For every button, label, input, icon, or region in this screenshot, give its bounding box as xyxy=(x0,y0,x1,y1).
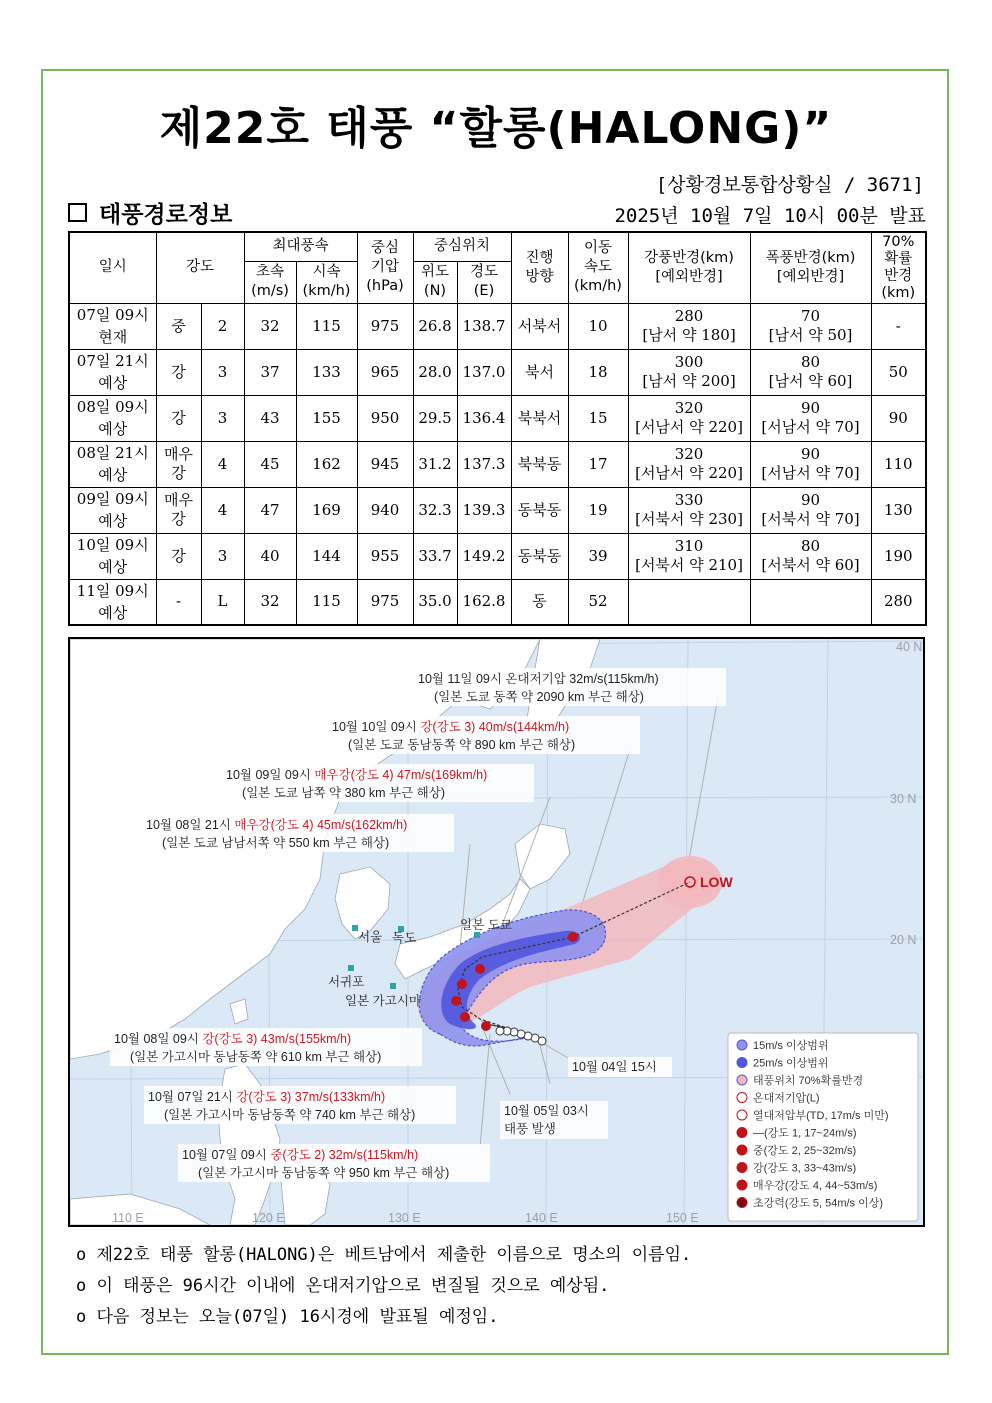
cell-direction: 북서 xyxy=(511,349,568,395)
annotation-title xyxy=(114,1031,351,1046)
annotation-location: (일본 도쿄 남남서쪽 약 550 km 부근 해상) xyxy=(162,836,390,850)
checkbox-icon xyxy=(68,203,87,222)
table-row xyxy=(69,487,926,533)
cell-time: 09일 09시 예상 xyxy=(69,487,156,533)
annotation-time: 10월 07일 09시 xyxy=(182,1148,271,1162)
cell-level: 3 xyxy=(201,395,244,441)
cell-grade: 강 xyxy=(156,533,201,579)
cell-level: 4 xyxy=(201,441,244,487)
annotation-time: 10월 08일 09시 xyxy=(114,1032,203,1046)
cell-storm-radius xyxy=(750,579,871,625)
cell-pressure: 940 xyxy=(357,487,413,533)
header-strong-radius: 강풍반경(km) [예외반경] xyxy=(628,232,750,303)
header-pressure: 중심 기압 (hPa) xyxy=(357,232,413,303)
annotation-time: 10월 09일 09시 xyxy=(226,768,315,782)
place-kagoshima: 일본 가고시마 xyxy=(345,994,421,1008)
place-seogwipo: 서귀포 xyxy=(328,975,365,989)
cell-probability: 190 xyxy=(871,533,926,579)
header-lon: 경도 (E) xyxy=(457,261,511,303)
place-seoul: 서울 xyxy=(358,930,383,944)
issued-time: 2025년 10월 7일 10시 00분 발표 xyxy=(614,205,926,227)
cell-wind-ms: 37 xyxy=(244,349,296,395)
table-row xyxy=(69,303,926,349)
lon-label-130: 130 E xyxy=(388,1211,421,1225)
cell-lat: 28.0 xyxy=(413,349,457,395)
cell-strong-radius: 320 [서남서 약 220] xyxy=(628,395,750,441)
cell-lat: 29.5 xyxy=(413,395,457,441)
cell-wind-kmh: 115 xyxy=(296,579,357,625)
legend-label: —(강도 1, 17~24m/s) xyxy=(753,1127,857,1140)
place-dokdo: 독도 xyxy=(392,931,417,945)
header-storm-radius: 폭풍반경(km) [예외반경] xyxy=(750,232,871,303)
legend-label: 태풍위치 70%확률반경 xyxy=(753,1075,864,1087)
section-heading xyxy=(68,196,232,229)
annotation-location: (일본 가고시마 동남동쪽 약 950 km 부근 해상) xyxy=(198,1166,450,1180)
legend-label: 초강력(강도 5, 54m/s 이상) xyxy=(753,1197,884,1210)
header-center: 중심위치 xyxy=(413,232,511,261)
cell-time: 10일 09시 예상 xyxy=(69,533,156,579)
cell-probability: 130 xyxy=(871,487,926,533)
cell-strong-radius: 310 [서북서 약 210] xyxy=(628,533,750,579)
cell-grade: 매우 강 xyxy=(156,487,201,533)
cell-wind-kmh: 155 xyxy=(296,395,357,441)
annotation-intensity: 매우강(강도 4) 47m/s(169km/h) xyxy=(314,768,488,782)
cell-pressure: 975 xyxy=(357,579,413,625)
cell-direction: 북북동 xyxy=(511,441,568,487)
cell-time: 07일 09시 현재 xyxy=(69,303,156,349)
cell-direction: 북북서 xyxy=(511,395,568,441)
header-direction: 진행 방향 xyxy=(511,232,568,303)
annotation-intensity: 강(강도 3) 43m/s(155km/h) xyxy=(202,1032,352,1046)
header-lat: 위도 (N) xyxy=(413,261,457,303)
legend-label: 열대저압부(TD, 17m/s 미만) xyxy=(753,1110,889,1122)
legend-symbol-icon xyxy=(737,1128,747,1138)
page-title: 제22호 태풍 “할롱(HALONG)” xyxy=(159,103,833,154)
cell-wind-ms: 32 xyxy=(244,579,296,625)
lat-label-20: 20 N xyxy=(890,933,917,947)
cell-wind-ms: 47 xyxy=(244,487,296,533)
cell-level: 4 xyxy=(201,487,244,533)
cell-grade: - xyxy=(156,579,201,625)
lon-label-150: 150 E xyxy=(666,1211,699,1225)
origin-formed: 10월 04일 15시 xyxy=(572,1060,657,1074)
header-time: 일시 xyxy=(69,232,156,303)
table-row xyxy=(69,441,926,487)
cell-level: 3 xyxy=(201,533,244,579)
cell-storm-radius: 90 [서남서 약 70] xyxy=(750,441,871,487)
header-intensity: 강도 xyxy=(156,232,244,303)
annotation-title xyxy=(148,1089,385,1104)
department-label: [상황경보통합상황실 / 3671] xyxy=(655,174,924,196)
cell-lon: 139.3 xyxy=(457,487,511,533)
cell-speed: 19 xyxy=(568,487,628,533)
annotation-location: (일본 가고시마 동남동쪽 약 610 km 부근 해상) xyxy=(130,1050,382,1064)
note-1: o 제22호 태풍 할롱(HALONG)은 베트남에서 제출한 이름으로 명소의 이름임. xyxy=(76,1245,692,1265)
annotation-intensity: 중(강도 2) 32m/s(115km/h) xyxy=(270,1148,419,1162)
cell-speed: 18 xyxy=(568,349,628,395)
annotation-time: 10월 08일 21시 xyxy=(146,818,235,832)
legend-symbol-icon xyxy=(737,1093,747,1103)
legend-label: 15m/s 이상범위 xyxy=(753,1040,829,1052)
lat-label-40: 40 N xyxy=(896,640,923,654)
cell-wind-kmh: 144 xyxy=(296,533,357,579)
cell-lat: 33.7 xyxy=(413,533,457,579)
annotation-intensity: 강(강도 3) 37m/s(133km/h) xyxy=(236,1090,386,1104)
origin-time: 10월 05일 03시 xyxy=(504,1104,589,1118)
cell-lat: 32.3 xyxy=(413,487,457,533)
cell-lat: 35.0 xyxy=(413,579,457,625)
cell-grade: 강 xyxy=(156,349,201,395)
cell-probability: 90 xyxy=(871,395,926,441)
cell-wind-kmh: 169 xyxy=(296,487,357,533)
annotation-title xyxy=(418,671,659,686)
header-wind-ms: 초속 (m/s) xyxy=(244,261,296,303)
legend-symbol-icon xyxy=(737,1075,747,1085)
table-row xyxy=(69,349,926,395)
cell-storm-radius: 70 [남서 약 50] xyxy=(750,303,871,349)
cell-wind-ms: 32 xyxy=(244,303,296,349)
legend-label: 온대저기압(L) xyxy=(753,1092,820,1105)
legend-symbol-icon xyxy=(737,1198,747,1208)
cell-lon: 162.8 xyxy=(457,579,511,625)
cell-probability: 280 xyxy=(871,579,926,625)
cell-direction: 동북동 xyxy=(511,487,568,533)
note-3: o 다음 정보는 오늘(07일) 16시경에 발표될 예정임. xyxy=(76,1307,499,1327)
cell-storm-radius: 90 [서남서 약 70] xyxy=(750,395,871,441)
annotation-time: 10월 10일 09시 xyxy=(332,720,421,734)
legend-symbol-icon xyxy=(737,1110,747,1120)
cell-speed: 10 xyxy=(568,303,628,349)
cell-wind-kmh: 162 xyxy=(296,441,357,487)
cell-lon: 136.4 xyxy=(457,395,511,441)
cell-storm-radius: 80 [남서 약 60] xyxy=(750,349,871,395)
annotation-time: 10월 07일 21시 xyxy=(148,1090,237,1104)
annotation-title xyxy=(226,767,487,782)
cell-speed: 17 xyxy=(568,441,628,487)
lon-label-140: 140 E xyxy=(525,1211,558,1225)
table-row xyxy=(69,533,926,579)
map-legend xyxy=(728,1033,918,1221)
cell-strong-radius: 320 [서남서 약 220] xyxy=(628,441,750,487)
table-row xyxy=(69,579,926,625)
header-max-wind: 최대풍속 xyxy=(244,232,357,261)
legend-symbol-icon xyxy=(737,1180,747,1190)
header-probability: 70% 확률 반경 (km) xyxy=(871,232,926,303)
note-2: o 이 태풍은 96시간 이내에 온대저기압으로 변질될 것으로 예상됨. xyxy=(76,1276,610,1296)
cell-probability: 50 xyxy=(871,349,926,395)
legend-label: 매우강(강도 4, 44~53m/s) xyxy=(753,1180,878,1192)
cell-wind-ms: 40 xyxy=(244,533,296,579)
cell-time: 08일 09시 예상 xyxy=(69,395,156,441)
typhoon-track-table xyxy=(68,231,927,626)
cell-lat: 31.2 xyxy=(413,441,457,487)
section-title: 태풍경로정보 xyxy=(99,202,233,228)
cell-strong-radius: 330 [서북서 약 230] xyxy=(628,487,750,533)
cell-speed: 52 xyxy=(568,579,628,625)
legend-symbol-icon xyxy=(737,1163,747,1173)
cell-level: 2 xyxy=(201,303,244,349)
cell-probability: - xyxy=(871,303,926,349)
lon-label-120: 120 E xyxy=(252,1211,285,1225)
cell-strong-radius xyxy=(628,579,750,625)
cell-wind-ms: 45 xyxy=(244,441,296,487)
cell-time: 07일 21시 예상 xyxy=(69,349,156,395)
lat-label-30: 30 N xyxy=(890,792,917,806)
cell-lon: 137.3 xyxy=(457,441,511,487)
lon-label-110: 110 E xyxy=(112,1211,144,1225)
cell-grade: 매우 강 xyxy=(156,441,201,487)
cell-storm-radius: 80 [서북서 약 60] xyxy=(750,533,871,579)
cell-wind-kmh: 115 xyxy=(296,303,357,349)
cell-strong-radius: 280 [남서 약 180] xyxy=(628,303,750,349)
notes xyxy=(76,1240,691,1333)
legend-label: 강(강도 3, 33~43m/s) xyxy=(753,1162,857,1175)
legend-symbol-icon xyxy=(737,1145,747,1155)
cell-speed: 39 xyxy=(568,533,628,579)
low-label: LOW xyxy=(700,874,733,890)
legend-label: 중(강도 2, 25~32m/s) xyxy=(753,1145,857,1157)
cell-wind-ms: 43 xyxy=(244,395,296,441)
cell-pressure: 945 xyxy=(357,441,413,487)
cell-lon: 138.7 xyxy=(457,303,511,349)
legend-symbol-icon xyxy=(737,1058,747,1068)
cell-pressure: 950 xyxy=(357,395,413,441)
typhoon-track-map xyxy=(68,637,925,1227)
cell-lat: 26.8 xyxy=(413,303,457,349)
cell-wind-kmh: 133 xyxy=(296,349,357,395)
annotation-title xyxy=(146,817,407,832)
place-tokyo: 일본 도쿄 xyxy=(460,918,512,932)
cell-strong-radius: 300 [남서 약 200] xyxy=(628,349,750,395)
cell-time: 11일 09시 예상 xyxy=(69,579,156,625)
legend-symbol-icon xyxy=(737,1040,747,1050)
annotation-location: (일본 가고시마 동남동쪽 약 740 km 부근 해상) xyxy=(164,1108,416,1122)
header-speed: 이동 속도 (km/h) xyxy=(568,232,628,303)
header-wind-kmh: 시속 (km/h) xyxy=(296,261,357,303)
annotation-title xyxy=(332,719,569,734)
annotation-location: (일본 도쿄 동남동쪽 약 890 km 부근 해상) xyxy=(348,738,576,752)
annotation-title xyxy=(182,1147,418,1162)
annotation-location: (일본 도쿄 동쪽 약 2090 km 부근 해상) xyxy=(434,690,644,704)
cell-time: 08일 21시 예상 xyxy=(69,441,156,487)
cell-level: L xyxy=(201,579,244,625)
cell-grade: 강 xyxy=(156,395,201,441)
cell-lon: 149.2 xyxy=(457,533,511,579)
cell-pressure: 955 xyxy=(357,533,413,579)
cell-direction: 동북동 xyxy=(511,533,568,579)
annotation-time: 10월 11일 09시 온대저기압 32m/s(115km/h) xyxy=(418,672,659,686)
cell-lon: 137.0 xyxy=(457,349,511,395)
cell-pressure: 965 xyxy=(357,349,413,395)
cell-level: 3 xyxy=(201,349,244,395)
cell-direction: 서북서 xyxy=(511,303,568,349)
cell-grade: 중 xyxy=(156,303,201,349)
legend-label: 25m/s 이상범위 xyxy=(753,1057,829,1070)
cell-storm-radius: 90 [서북서 약 70] xyxy=(750,487,871,533)
annotation-intensity: 강(강도 3) 40m/s(144km/h) xyxy=(420,720,570,734)
table-row xyxy=(69,395,926,441)
annotation-location: (일본 도쿄 남쪽 약 380 km 부근 해상) xyxy=(242,786,445,800)
origin-note: 태풍 발생 xyxy=(504,1122,556,1136)
cell-pressure: 975 xyxy=(357,303,413,349)
annotation-intensity: 매우강(강도 4) 45m/s(162km/h) xyxy=(234,818,408,832)
cell-speed: 15 xyxy=(568,395,628,441)
cell-probability: 110 xyxy=(871,441,926,487)
cell-direction: 동 xyxy=(511,579,568,625)
